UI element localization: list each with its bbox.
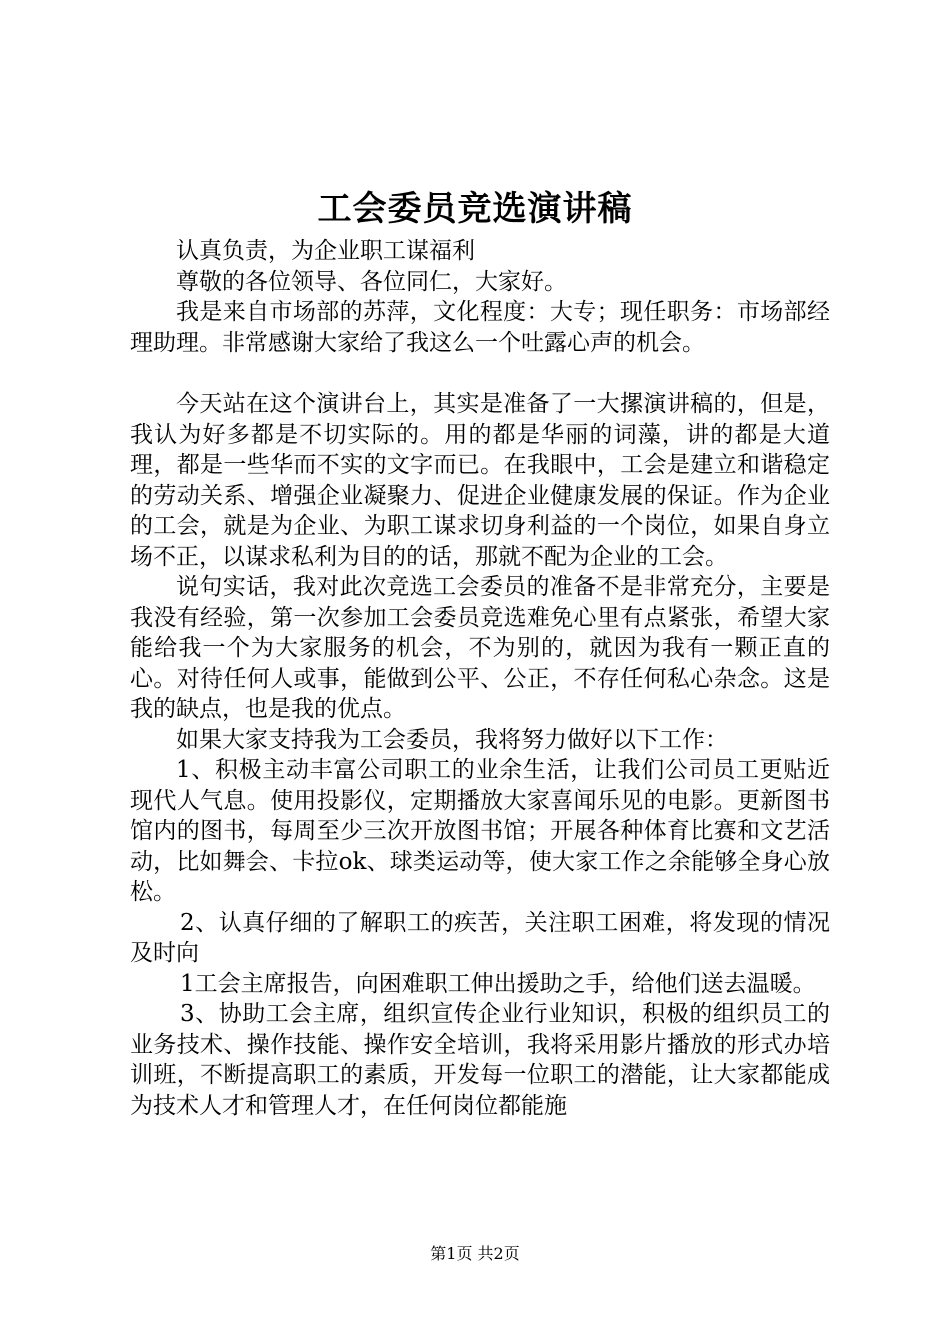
body-paragraph: 今天站在这个演讲台上，其实是准备了一大摞演讲稿的，但是，我认为好多都是不切实际的。用的都是华丽的词藻，讲的都是大道理，都是一些华而不实的文字而已。在我眼中，工会是建立和谐稳定的劳动关系、增强企业凝聚力、促进企业健康发展的保证。作为企业的工会，就是为企业、为职工谋求切身利益的一个岗位，如果自身立场不正，以谋求私利为目的的话，那就不配为企业的工会。 bbox=[130, 391, 830, 570]
body-paragraph: 说句实话，我对此次竞选工会委员的准备不是非常充分，主要是我没有经验，第一次参加工会委员竞选难免心里有点紧张，希望大家能给我一个为大家服务的机会，不为别的，就因为我有一颗正直的心。对待任何人或事，能做到公平、公正，不存任何私心杂念。这是我的缺点，也是我的优点。 bbox=[130, 574, 830, 722]
list-item-paragraph: 3、协助工会主席，组织宣传企业行业知识，积极的组织员工的业务技术、操作技能、操作安全培训，我将采用影片播放的形式办培训班，不断提高职工的素质，开发每一位职工的潜能，让大家都能成为技术人才和管理人才，在任何岗位都能施 bbox=[130, 1001, 830, 1119]
body-paragraph: 如果大家支持我为工会委员，我将努力做好以下工作： bbox=[176, 726, 728, 753]
list-item-continuation: 1工会主席报告，向困难职工伸出援助之手，给他们送去温暖。 bbox=[180, 970, 816, 997]
page-footer: 第1页 共2页 bbox=[430, 1244, 520, 1263]
list-item-paragraph: 1、积极主动丰富公司职工的业余生活，让我们公司员工更贴近现代人气息。使用投影仪，定期播放大家喜闻乐见的电影。更新图书馆内的图书，每周至少三次开放图书馆；开展各种体育比赛和文艺活动，比如舞会、卡拉ok、球类运动等，使大家工作之余能够全身心放松。 bbox=[130, 757, 830, 905]
introduction-paragraph: 我是来自市场部的苏萍，文化程度：大专；现任职务：市场部经理助理。非常感谢大家给了我这么一个吐露心声的机会。 bbox=[130, 299, 830, 356]
greeting-paragraph: 尊敬的各位领导、各位同仁，大家好。 bbox=[176, 268, 567, 295]
document-body bbox=[130, 236, 830, 1121]
subtitle-paragraph: 认真负责，为企业职工谋福利 bbox=[176, 238, 475, 264]
document-title: 工会委员竞选演讲稿 bbox=[317, 189, 633, 229]
list-item-paragraph: 2、认真仔细的了解职工的疾苦，关注职工困难，将发现的情况及时向 bbox=[130, 909, 830, 966]
